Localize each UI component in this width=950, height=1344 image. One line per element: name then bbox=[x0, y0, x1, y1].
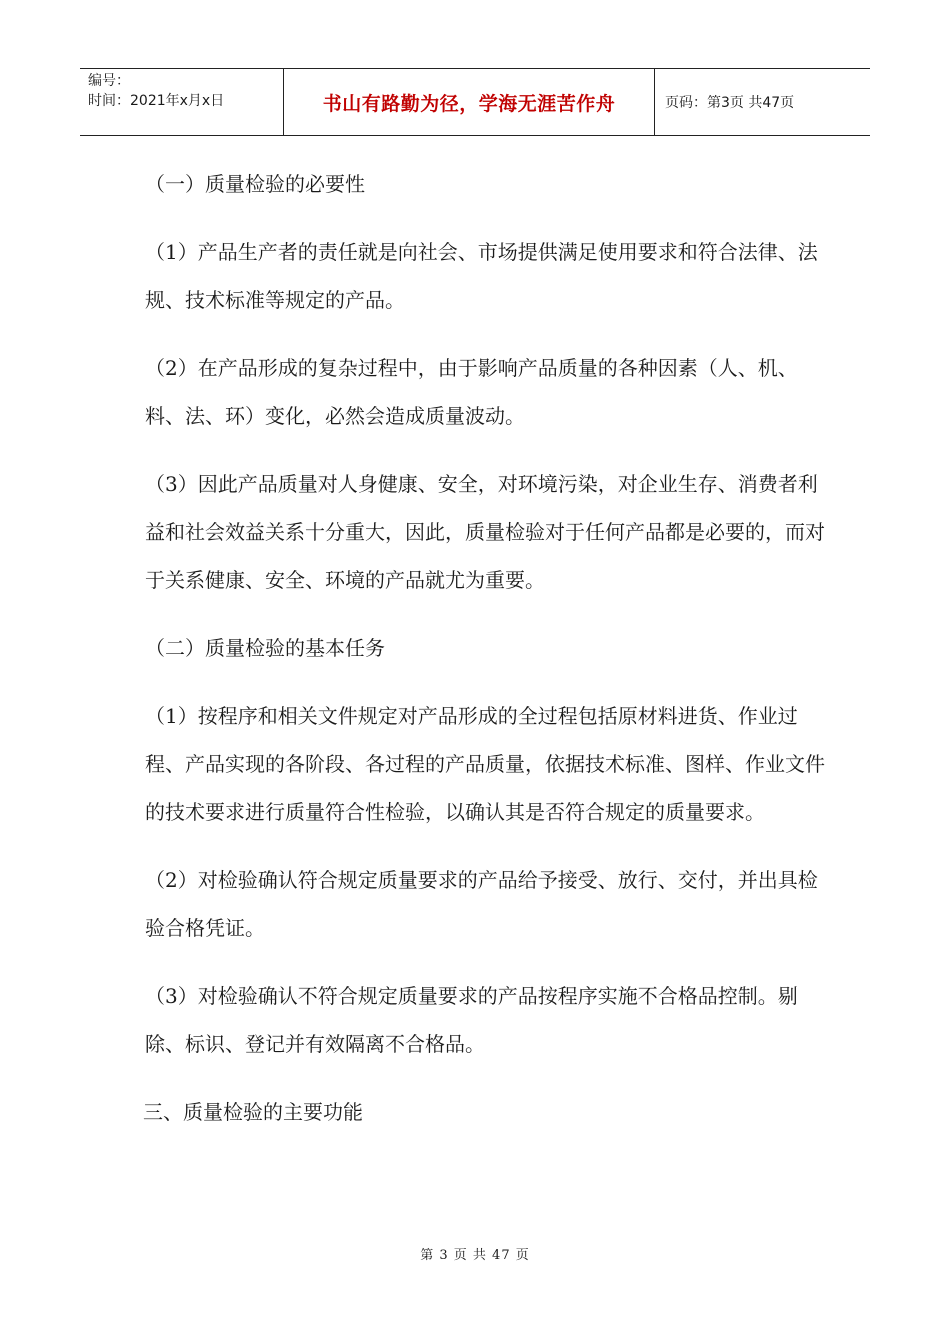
paragraph: （1）按程序和相关文件规定对产品形成的全过程包括原材料进货、作业过程、产品实现的各阶段、各过程的产品质量，依据技术标准、图样、作业文件的技术要求进行质量符合性检验，以确认其是否符合规定的质量要求。 bbox=[145, 704, 825, 824]
paragraph: （2）对检验确认符合规定质量要求的产品给予接受、放行、交付，并出具检验合格凭证。 bbox=[145, 868, 818, 940]
paragraph: （3）因此产品质量对人身健康、安全，对环境污染，对企业生存、消费者利益和社会效益关系十分重大，因此，质量检验对于任何产品都是必要的，而对于关系健康、安全、环境的产品就尤为重要。 bbox=[145, 472, 825, 592]
time-label: 时间：2021年x月x日 bbox=[88, 93, 225, 109]
section-heading-necessity: （一）质量检验的必要性 bbox=[145, 172, 365, 196]
page-footer: 第 3 页 共 47 页 bbox=[420, 1248, 530, 1263]
header-motto: 书山有路勤为径，学海无涯苦作舟 bbox=[283, 69, 655, 135]
paragraph: （2）在产品形成的复杂过程中，由于影响产品质量的各种因素（人、机、料、法、环）变化，必然会造成质量波动。 bbox=[145, 356, 798, 428]
section-heading-basic-tasks: （二）质量检验的基本任务 bbox=[145, 636, 385, 660]
document-header bbox=[80, 68, 870, 136]
header-meta bbox=[80, 69, 283, 135]
document-body bbox=[145, 160, 825, 1156]
header-page-info: 页码：第3页 共47页 bbox=[665, 95, 795, 111]
paragraph: （3）对检验确认不符合规定质量要求的产品按程序实施不合格品控制。剔除、标识、登记并有效隔离不合格品。 bbox=[145, 984, 798, 1056]
number-label: 编号： bbox=[88, 73, 130, 89]
paragraph: （1）产品生产者的责任就是向社会、市场提供满足使用要求和符合法律、法规、技术标准等规定的产品。 bbox=[145, 240, 818, 312]
section-heading-main-functions: 三、质量检验的主要功能 bbox=[143, 1100, 363, 1124]
